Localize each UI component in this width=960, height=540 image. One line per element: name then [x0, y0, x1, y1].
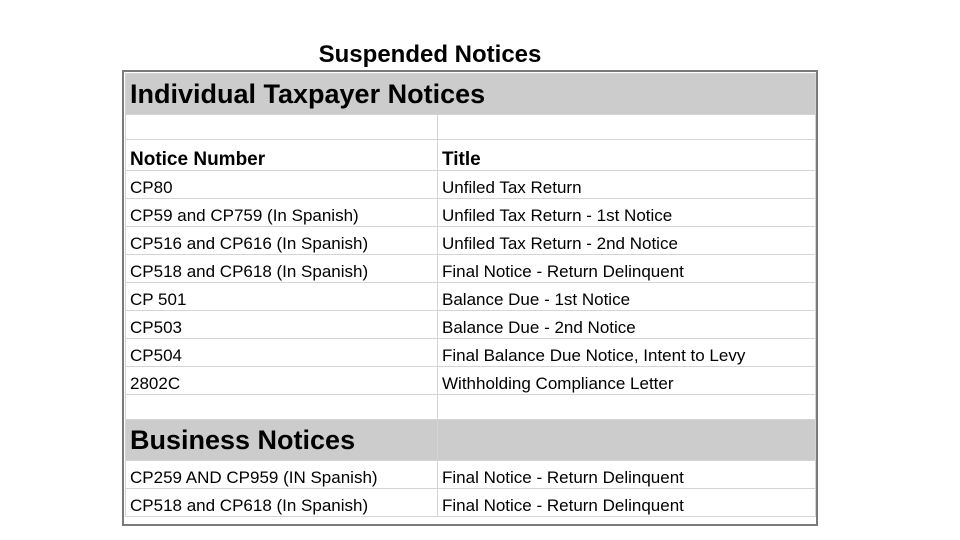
notices-table	[125, 73, 816, 517]
slide-title: Suspended Notices	[318, 41, 542, 68]
spacer-row	[126, 115, 816, 140]
notice-title-cell: Unfiled Tax Return - 1st Notice	[438, 199, 816, 227]
notice-title-cell: Final Notice - Return Delinquent	[438, 461, 816, 489]
table-row	[126, 367, 816, 395]
notice-title-cell: Final Notice - Return Delinquent	[438, 255, 816, 283]
spacer-row	[126, 395, 816, 420]
notice-number-cell: 2802C	[126, 367, 438, 395]
individual-heading: Individual Taxpayer Notices	[126, 74, 816, 115]
notice-title-cell: Final Notice - Return Delinquent	[438, 489, 816, 517]
business-section-header	[126, 420, 816, 461]
notice-number-cell: CP518 and CP618 (In Spanish)	[126, 255, 438, 283]
notice-title-cell: Unfiled Tax Return	[438, 171, 816, 199]
table-row	[126, 171, 816, 199]
empty-cell	[438, 395, 816, 420]
table-row	[126, 339, 816, 367]
empty-cell	[126, 115, 438, 140]
table-row	[126, 199, 816, 227]
notices-table-frame	[122, 70, 818, 526]
table-row	[126, 489, 816, 517]
table-row	[126, 311, 816, 339]
column-header-row	[126, 140, 816, 171]
column-header-notice-number: Notice Number	[126, 140, 438, 171]
notice-title-cell: Final Balance Due Notice, Intent to Levy	[438, 339, 816, 367]
column-header-title: Title	[438, 140, 816, 171]
table-row	[126, 255, 816, 283]
notice-title-cell: Unfiled Tax Return - 2nd Notice	[438, 227, 816, 255]
table-row	[126, 461, 816, 489]
notice-title-cell: Balance Due - 2nd Notice	[438, 311, 816, 339]
notice-number-cell: CP80	[126, 171, 438, 199]
individual-section-header	[126, 74, 816, 115]
notice-number-cell: CP518 and CP618 (In Spanish)	[126, 489, 438, 517]
table-row	[126, 227, 816, 255]
notice-number-cell: CP516 and CP616 (In Spanish)	[126, 227, 438, 255]
business-heading: Business Notices	[126, 420, 438, 461]
empty-cell	[438, 115, 816, 140]
notice-title-cell: Balance Due - 1st Notice	[438, 283, 816, 311]
notice-title-cell: Withholding Compliance Letter	[438, 367, 816, 395]
notice-number-cell: CP 501	[126, 283, 438, 311]
empty-cell	[438, 420, 816, 461]
notice-number-cell: CP259 AND CP959 (IN Spanish)	[126, 461, 438, 489]
notice-number-cell: CP59 and CP759 (In Spanish)	[126, 199, 438, 227]
notice-number-cell: CP503	[126, 311, 438, 339]
table-row	[126, 283, 816, 311]
empty-cell	[126, 395, 438, 420]
notice-number-cell: CP504	[126, 339, 438, 367]
